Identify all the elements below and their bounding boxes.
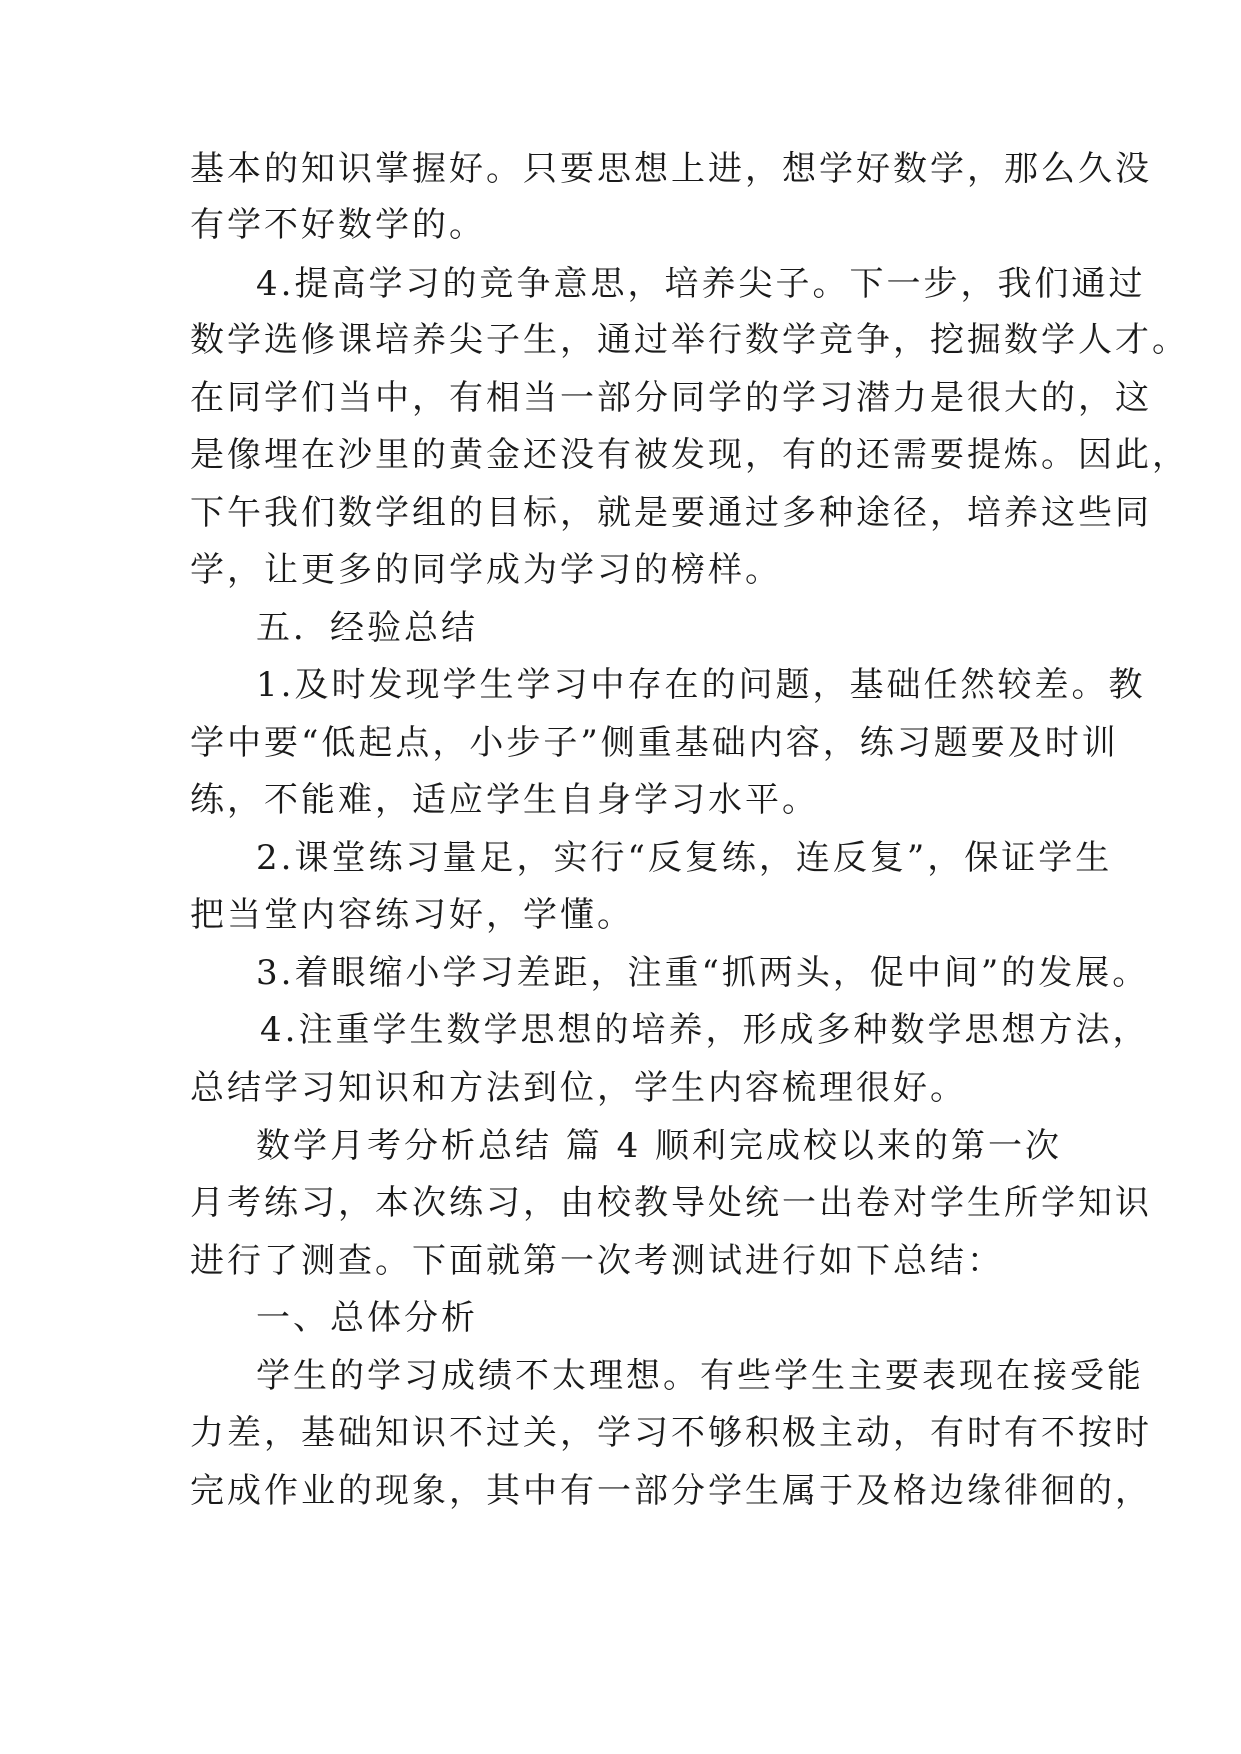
text-line: 在同学们当中，有相当一部分同学的学习潜力是很大的，这 bbox=[190, 378, 1152, 418]
text-line: 4.提高学习的竞争意思，培养尖子。下一步，我们通过 bbox=[256, 264, 1146, 304]
text-line: 3.着眼缩小学习差距，注重“抓两头，促中间”的发展。 bbox=[256, 953, 1150, 993]
text-line: 练，不能难，适应学生自身学习水平。 bbox=[190, 780, 819, 820]
text-line: 是像埋在沙里的黄金还没有被发现，有的还需要提炼。因此， bbox=[190, 435, 1189, 475]
section-heading: 一、总体分析 bbox=[256, 1298, 478, 1338]
text-line: 1.及时发现学生学习中存在的问题，基础任然较差。教 bbox=[256, 665, 1146, 705]
text-line: 力差，基础知识不过关，学习不够积极主动，有时有不按时 bbox=[190, 1413, 1152, 1453]
text-line: 月考练习，本次练习，由校教导处统一出卷对学生所学知识 bbox=[190, 1183, 1152, 1223]
section-heading: 五．经验总结 bbox=[256, 608, 478, 648]
text-line: 总结学习知识和方法到位，学生内容梳理很好。 bbox=[190, 1068, 967, 1108]
text-line: 数学选修课培养尖子生，通过举行数学竞争，挖掘数学人才。 bbox=[190, 320, 1189, 360]
text-line: 学生的学习成绩不太理想。有些学生主要表现在接受能 bbox=[256, 1356, 1144, 1396]
text-line: 下午我们数学组的目标，就是要通过多种途径，培养这些同 bbox=[190, 493, 1152, 533]
text-line: 4.注重学生数学思想的培养，形成多种数学思想方法， bbox=[260, 1010, 1150, 1050]
text-line: 2.课堂练习量足，实行“反复练，连反复”，保证学生 bbox=[256, 838, 1113, 878]
text-line: 把当堂内容练习好，学懂。 bbox=[190, 895, 634, 935]
text-line: 基本的知识掌握好。只要思想上进，想学好数学，那么久没 bbox=[190, 149, 1152, 189]
text-line: 学中要“低起点，小步子”侧重基础内容，练习题要及时训 bbox=[190, 723, 1119, 763]
article-title-line: 数学月考分析总结 篇 4 顺利完成校以来的第一次 bbox=[256, 1126, 1063, 1166]
text-line: 学，让更多的同学成为学习的榜样。 bbox=[190, 550, 782, 590]
text-line: 有学不好数学的。 bbox=[190, 205, 486, 245]
text-line: 完成作业的现象，其中有一部分学生属于及格边缘徘徊的， bbox=[190, 1471, 1152, 1511]
text-line: 进行了测查。下面就第一次考测试进行如下总结： bbox=[190, 1241, 1004, 1281]
